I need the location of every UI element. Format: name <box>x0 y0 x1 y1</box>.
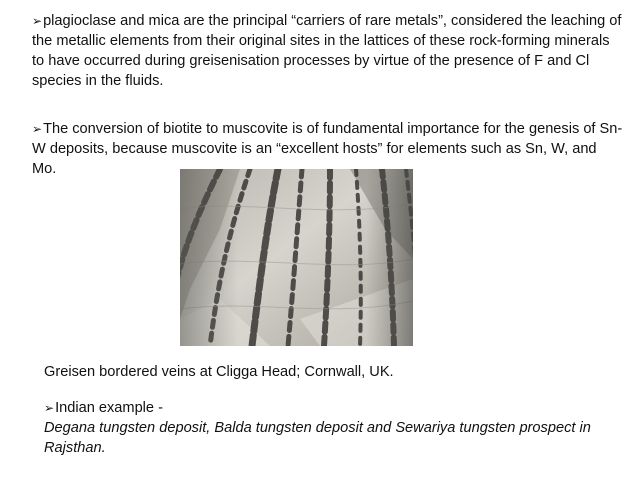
bullet-paragraph-plagioclase <box>32 11 624 91</box>
arrow-bullet-icon: ➢ <box>44 401 55 415</box>
example-heading <box>44 398 604 418</box>
greisen-veins-photo <box>180 169 413 346</box>
paragraph-text: plagioclase and mica are the principal “carriers of rare metals”, considered the leaching of the metallic elements from their original sites in the lattices of these rock-forming minerals to have occurred during greisenisation processes by virtue of the presence of F and Cl species in the fluids. <box>32 13 622 89</box>
arrow-bullet-icon: ➢ <box>32 122 43 136</box>
paragraph-text: The conversion of biotite to muscovite is of fundamental importance for the genesis of Sn-W deposits, because muscovite is an “excellent hosts” for elements such as Sn, W, and Mo. <box>32 121 623 177</box>
example-label: Indian example - <box>55 400 163 416</box>
example-deposits-text: Degana tungsten deposit, Balda tungsten deposit and Sewariya tungsten prospect in Rajsthan. <box>44 420 591 456</box>
arrow-bullet-icon: ➢ <box>32 14 43 28</box>
indian-example-section <box>44 398 604 458</box>
photo-caption: Greisen bordered veins at Cligga Head; Cornwall, UK. <box>44 364 394 380</box>
